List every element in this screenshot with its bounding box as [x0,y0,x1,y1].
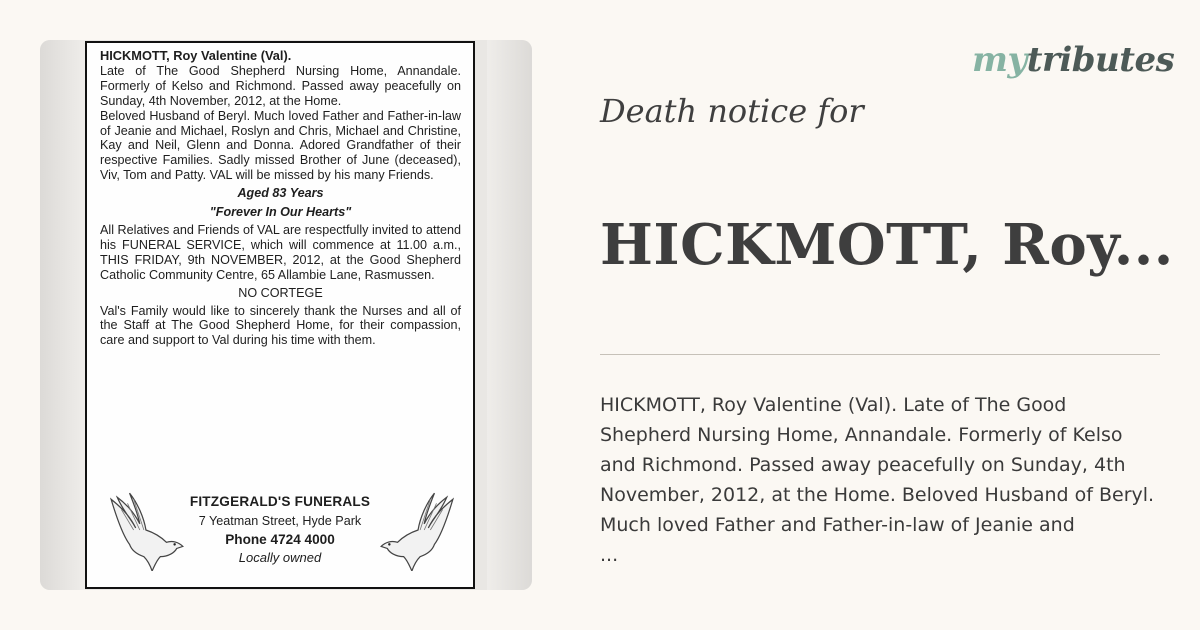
mytributes-logo[interactable] [972,40,1174,80]
page-title: HICKMOTT, Roy... [600,212,1174,278]
excerpt-ellipsis: ... [600,544,619,566]
funeral-director-block [87,481,473,581]
notice-cortege: NO CORTEGE [238,285,323,300]
funeral-director-text [87,495,473,566]
logo-my: my [972,40,1027,80]
notice-image-card [40,40,532,590]
notice-forever: "Forever In Our Hearts" [209,205,352,220]
notice-paragraph-thanks: Val's Family would like to sincerely thank the Nurses and all of the Staff at The Good Shepherd Home, for their compassion, care and support to Val during his time with them. [100,303,461,348]
card-shadow-left [40,40,85,590]
funeral-director-tagline: Locally owned [238,549,322,565]
newspaper-notice [85,41,475,589]
funeral-director-address: 7 Yeatman Street, Hyde Park [198,513,362,528]
notice-aged: Aged 83 Years [237,186,324,201]
funeral-director-phone: Phone 4724 4000 [225,531,335,547]
notice-excerpt: HICKMOTT, Roy Valentine (Val). Late of The Good Shepherd Nursing Home, Annandale. Formerly of Kelso and Richmond. Passed away peacefully on Sunday, 4th November, 2012, at the Home. Beloved Husband of Beryl. Much loved Father and Father-in-law of Jeanie and [600,394,1155,536]
notice-paragraph-family: Beloved Husband of Beryl. Much loved Father and Father-in-law of Jeanie and Michael, Roslyn and Chris, Michael and Christine, Kay and Neil, Glenn and Donna. Adored Grandfather of their respective Families. Sadly missed Brother of June (deceased), Viv, Tom and Patty. VAL will be missed by his many Friends. [100,108,461,183]
notice-paragraph-service: All Relatives and Friends of VAL are respectfully invited to attend his FUNERAL SERVICE, which will commence at 11.00 a.m., THIS FRIDAY, 9th NOVEMBER, 2012, at the Good Shepherd Catholic Community Centre, 65 Allambie Lane, Rasmussen. [100,222,461,282]
funeral-director-name: FITZGERALD'S FUNERALS [189,494,371,509]
page-subtitle: Death notice for [600,92,864,130]
divider [600,354,1160,355]
card-shadow-right [487,40,532,590]
notice-paragraph-residence: Late of The Good Shepherd Nursing Home, Annandale. Formerly of Kelso and Richmond. Passed away peacefully on Sunday, 4th November, 2012, at the Home. [100,63,461,108]
notice-name-line: HICKMOTT, Roy Valentine (Val). [100,48,292,63]
logo-tributes: tributes [1026,40,1175,80]
